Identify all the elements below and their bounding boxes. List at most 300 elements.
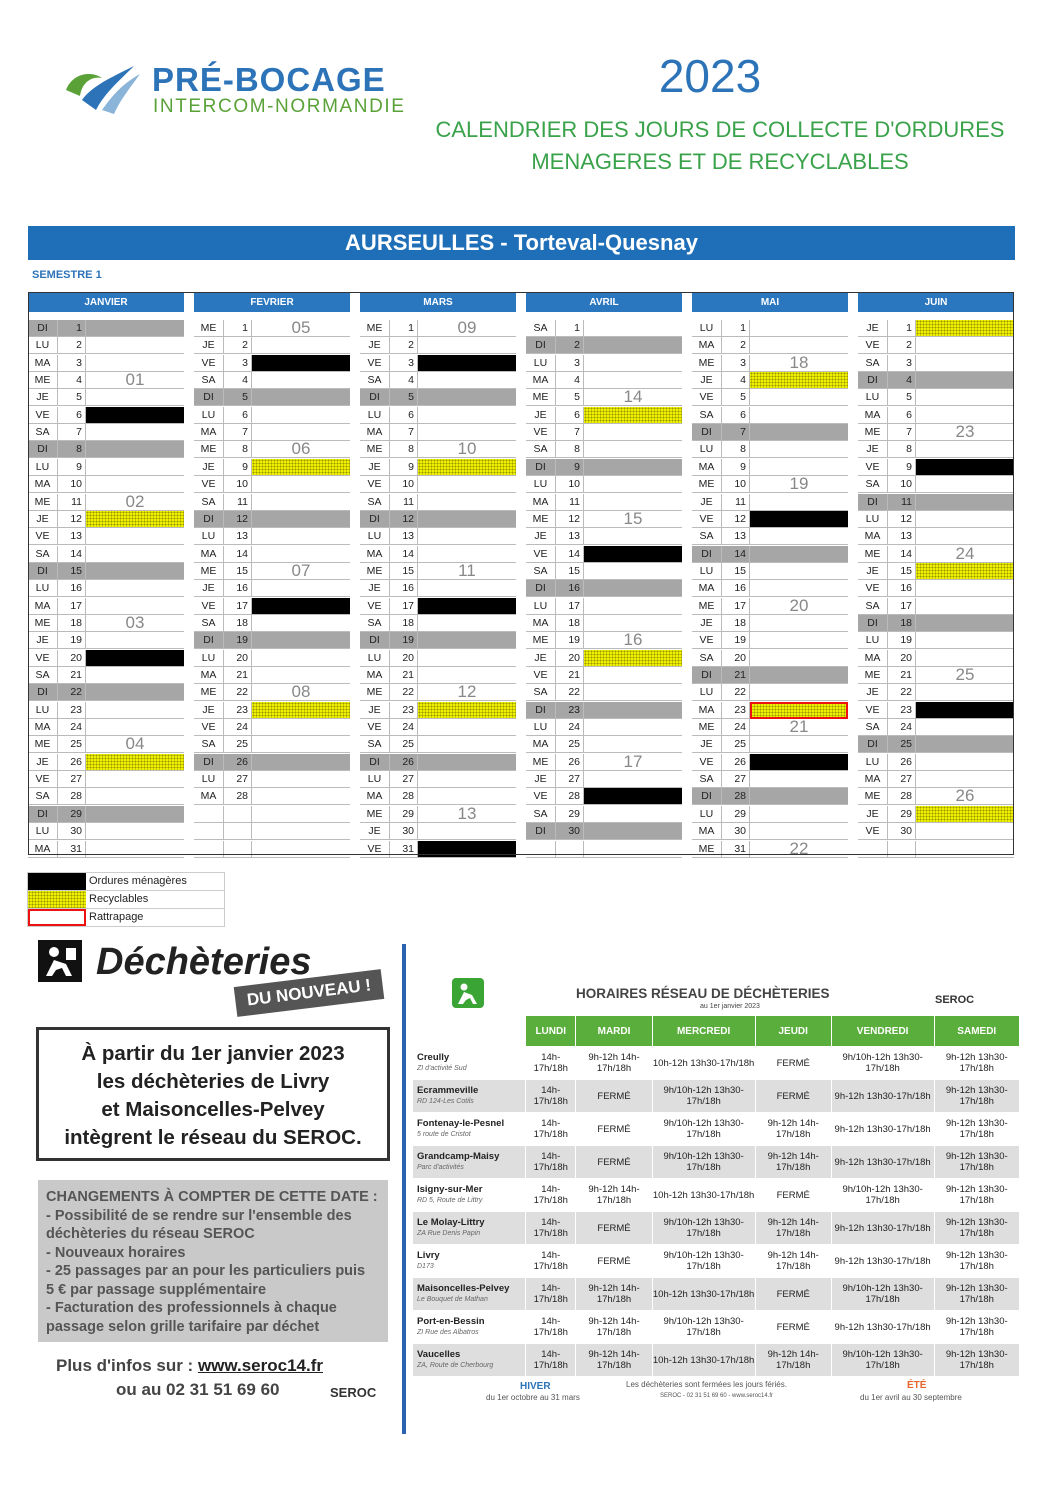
day-name: SA: [28, 667, 58, 684]
day-name: VE: [526, 788, 556, 805]
hours-cell: FERMÉ: [755, 1047, 831, 1080]
day-name: DI: [692, 424, 722, 441]
day-number: 2: [722, 337, 750, 354]
day-number: 11: [390, 494, 418, 511]
day-name: ME: [194, 563, 224, 580]
day-name: JE: [194, 580, 224, 597]
day-number: 5: [224, 389, 252, 406]
month-header: JUIN: [858, 293, 1014, 312]
day-number: 23: [390, 702, 418, 719]
divider-line: [402, 944, 406, 1434]
hours-cell: 10h-12h 13h30-17h/18h: [652, 1344, 755, 1377]
week-number: 13: [457, 803, 477, 823]
day-number: 7: [224, 424, 252, 441]
horaires-subtitle: au 1er janvier 2023: [700, 1003, 760, 1010]
day-name: SA: [526, 441, 556, 458]
day-name: SA: [28, 788, 58, 805]
hours-cell: 9h-12h 14h-17h/18h: [576, 1047, 652, 1080]
hours-cell: 9h-12h 14h-17h/18h: [576, 1179, 652, 1212]
day-number: 16: [722, 580, 750, 597]
week-number: 10: [457, 439, 477, 459]
week-number: 02: [125, 491, 145, 511]
week-number: 23: [955, 422, 975, 442]
day-name: MA: [194, 546, 224, 563]
day-number: 29: [390, 806, 418, 823]
day-name: MA: [194, 667, 224, 684]
day-name: JE: [360, 823, 390, 840]
day-number: 30: [390, 823, 418, 840]
day-name: VE: [526, 546, 556, 563]
day-number: 20: [390, 650, 418, 667]
day-name: SA: [858, 476, 888, 493]
site-address: ZI Rue des Albatros: [417, 1329, 479, 1336]
day-column-header: JEUDI: [755, 1016, 831, 1047]
day-name: SA: [360, 494, 390, 511]
day-name: VE: [692, 511, 722, 528]
day-name: LU: [360, 771, 390, 788]
day-number: 6: [888, 407, 916, 424]
day-name: MA: [858, 528, 888, 545]
legend-item-rattrapage: [27, 908, 225, 927]
week-number: 04: [125, 734, 145, 754]
day-name: SA: [526, 563, 556, 580]
site-cell: [413, 1344, 526, 1377]
day-name: ME: [194, 441, 224, 458]
hours-cell: 9h-12h 14h-17h/18h: [755, 1344, 831, 1377]
day-number: 27: [390, 771, 418, 788]
day-number: 11: [888, 494, 916, 511]
day-name: LU: [692, 320, 722, 337]
year-title: 2023: [658, 50, 762, 102]
day-number: 21: [58, 667, 86, 684]
day-name: VE: [194, 598, 224, 615]
week-number: 24: [955, 543, 975, 563]
day-number: 20: [224, 650, 252, 667]
day-name: DI: [28, 806, 58, 823]
site-cell: [413, 1278, 526, 1311]
day-name: ME: [194, 320, 224, 337]
day-name: ME: [692, 719, 722, 736]
day-name: DI: [692, 667, 722, 684]
week-number: 26: [955, 786, 975, 806]
hiver-label: HIVER: [520, 1381, 551, 1392]
site-name: Ecrammeville: [417, 1085, 479, 1096]
week-number: 14: [623, 387, 643, 407]
day-name: JE: [858, 320, 888, 337]
day-name: MA: [194, 424, 224, 441]
day-name: VE: [858, 337, 888, 354]
site-cell: [413, 1080, 526, 1113]
hours-cell: 14h-17h/18h: [526, 1311, 576, 1344]
day-number: 24: [556, 719, 584, 736]
month-header: MARS: [360, 293, 516, 312]
day-number: 24: [888, 719, 916, 736]
day-name: MA: [692, 337, 722, 354]
hours-cell: 10h-12h 13h30-17h/18h: [652, 1278, 755, 1311]
day-number: 16: [888, 580, 916, 597]
day-number: 8: [390, 441, 418, 458]
day-name: JE: [858, 441, 888, 458]
day-name: DI: [194, 754, 224, 771]
day-number: 14: [556, 546, 584, 563]
week-number: 03: [125, 612, 145, 632]
hours-cell: 9h-12h 13h30-17h/18h: [831, 1311, 934, 1344]
day-name: ME: [858, 424, 888, 441]
day-number: 19: [888, 632, 916, 649]
day-number: 3: [556, 355, 584, 372]
day-name: VE: [360, 598, 390, 615]
day-name: ME: [526, 754, 556, 771]
day-number: 25: [722, 736, 750, 753]
day-number: 12: [888, 511, 916, 528]
day-number: 12: [224, 511, 252, 528]
day-number: 21: [722, 667, 750, 684]
hours-cell: FERMÉ: [576, 1113, 652, 1146]
hours-cell: 9h/10h-12h 13h30-17h/18h: [831, 1278, 934, 1311]
day-number: 23: [888, 702, 916, 719]
day-name: SA: [858, 355, 888, 372]
day-name: DI: [858, 372, 888, 389]
day-name: VE: [360, 719, 390, 736]
day-number: 26: [224, 754, 252, 771]
hours-cell: FERMÉ: [755, 1179, 831, 1212]
day-number: 11: [224, 494, 252, 511]
day-name: ME: [360, 441, 390, 458]
week-number: 18: [789, 352, 809, 372]
day-name: VE: [360, 476, 390, 493]
seroc-logo: SEROC: [330, 1385, 377, 1400]
changes-line: - Facturation des professionnels à chaque: [46, 1300, 337, 1316]
day-number: 13: [58, 528, 86, 545]
day-name: MA: [194, 788, 224, 805]
day-number: 18: [722, 615, 750, 632]
ete-dates: du 1er avril au 30 septembre: [860, 1393, 962, 1402]
day-name: MA: [526, 736, 556, 753]
day-name: VE: [858, 580, 888, 597]
day-number: 11: [722, 494, 750, 511]
day-number: 3: [390, 355, 418, 372]
day-name: JE: [194, 702, 224, 719]
day-name: VE: [692, 754, 722, 771]
day-name: ME: [526, 389, 556, 406]
day-name: MA: [858, 407, 888, 424]
hours-cell: 9h-12h 13h30-17h/18h: [934, 1146, 1019, 1179]
day-number: 11: [556, 494, 584, 511]
day-number: 27: [722, 771, 750, 788]
day-name: LU: [28, 702, 58, 719]
site-name: Creully: [417, 1052, 450, 1063]
horaires-title: HORAIRES RÉSEAU DE DÉCHÈTERIES: [576, 986, 830, 1001]
day-number: 27: [224, 771, 252, 788]
hours-cell: FERMÉ: [755, 1080, 831, 1113]
announcement-box: [36, 1027, 390, 1161]
day-number: 24: [722, 719, 750, 736]
hours-cell: 9h/10h-12h 13h30-17h/18h: [652, 1080, 755, 1113]
day-number: 22: [888, 684, 916, 701]
day-name: SA: [360, 615, 390, 632]
day-name: VE: [692, 389, 722, 406]
day-name: LU: [858, 511, 888, 528]
day-name: VE: [858, 823, 888, 840]
day-name: DI: [28, 320, 58, 337]
announcement-line-3: et Maisoncelles-Pelvey: [101, 1098, 325, 1121]
day-name: JE: [692, 372, 722, 389]
day-name: JE: [526, 771, 556, 788]
more-info-link[interactable]: www.seroc14.fr: [197, 1356, 323, 1375]
hours-cell: FERMÉ: [576, 1245, 652, 1278]
day-number: 23: [556, 702, 584, 719]
day-name: ME: [858, 667, 888, 684]
week-number: 12: [457, 682, 477, 702]
day-number: 19: [58, 632, 86, 649]
day-number: 22: [390, 684, 418, 701]
week-number: 06: [291, 439, 311, 459]
day-number: 3: [58, 355, 86, 372]
day-number: 18: [58, 615, 86, 632]
hours-cell: 9h/10h-12h 13h30-17h/18h: [652, 1311, 755, 1344]
day-number: 5: [888, 389, 916, 406]
day-name: JE: [28, 389, 58, 406]
hours-cell: 9h-12h 13h30-17h/18h: [934, 1179, 1019, 1212]
day-name: ME: [360, 563, 390, 580]
day-name: MA: [28, 355, 58, 372]
announcement-line-4: intègrent le réseau du SEROC.: [64, 1126, 362, 1149]
contact-line: SEROC - 02 31 51 69 60 - www.seroc14.fr: [660, 1393, 774, 1399]
day-number: 28: [888, 788, 916, 805]
day-number: 16: [556, 580, 584, 597]
day-number: 6: [722, 407, 750, 424]
day-number: 28: [58, 788, 86, 805]
day-number: 7: [390, 424, 418, 441]
day-number: 8: [722, 441, 750, 458]
day-number: 12: [556, 511, 584, 528]
day-name: SA: [360, 736, 390, 753]
day-name: JE: [526, 650, 556, 667]
day-name: JE: [360, 337, 390, 354]
more-info-label: Plus d'infos sur :: [56, 1356, 198, 1375]
day-name: ME: [692, 598, 722, 615]
day-number: 17: [722, 598, 750, 615]
day-name: LU: [858, 389, 888, 406]
week-number: 07: [291, 560, 311, 580]
day-name: DI: [858, 494, 888, 511]
day-number: 30: [556, 823, 584, 840]
week-number: 19: [789, 474, 809, 494]
day-number: 22: [58, 684, 86, 701]
hours-cell: 10h-12h 13h30-17h/18h: [652, 1047, 755, 1080]
site-cell: [413, 1047, 526, 1080]
day-name: JE: [28, 632, 58, 649]
hours-cell: 14h-17h/18h: [526, 1113, 576, 1146]
day-number: 16: [58, 580, 86, 597]
day-name: LU: [360, 407, 390, 424]
day-name: VE: [28, 407, 58, 424]
day-name: DI: [858, 615, 888, 632]
table-row: [413, 1212, 1020, 1245]
day-number: 30: [58, 823, 86, 840]
table-corner: [413, 1016, 526, 1047]
day-number: 1: [556, 320, 584, 337]
hours-cell: 14h-17h/18h: [526, 1212, 576, 1245]
hours-cell: FERMÉ: [576, 1146, 652, 1179]
day-name: SA: [194, 372, 224, 389]
day-column-header: LUNDI: [526, 1016, 576, 1047]
hours-cell: 14h-17h/18h: [526, 1080, 576, 1113]
day-number: 21: [556, 667, 584, 684]
day-number: 30: [888, 823, 916, 840]
day-number: 31: [390, 841, 418, 858]
day-number: 3: [722, 355, 750, 372]
day-name: VE: [28, 650, 58, 667]
day-number: 24: [224, 719, 252, 736]
week-number: 01: [125, 370, 145, 390]
hours-cell: 9h/10h-12h 13h30-17h/18h: [831, 1047, 934, 1080]
day-name: LU: [858, 754, 888, 771]
site-address: Le Bouquet de Mathan: [417, 1296, 488, 1303]
day-name: ME: [28, 736, 58, 753]
hours-cell: 9h-12h 14h-17h/18h: [576, 1311, 652, 1344]
day-number: 4: [722, 372, 750, 389]
day-number: 22: [556, 684, 584, 701]
site-address: ZI d'activité Sud: [417, 1065, 467, 1072]
day-name: DI: [194, 389, 224, 406]
day-name: SA: [692, 771, 722, 788]
month-header: FEVRIER: [194, 293, 350, 312]
hours-cell: 9h-12h 14h-17h/18h: [755, 1245, 831, 1278]
day-number: 17: [556, 598, 584, 615]
changes-line: passage selon grille tarifaire par déchet: [46, 1318, 320, 1335]
day-name: ME: [360, 806, 390, 823]
day-name: LU: [526, 476, 556, 493]
changes-line: 5 € par passage supplémentaire: [46, 1281, 267, 1298]
hours-cell: 9h-12h 14h-17h/18h: [576, 1344, 652, 1377]
week-number: 25: [955, 665, 975, 684]
legend-item-om: [27, 872, 225, 890]
nouveau-badge: DU NOUVEAU !: [234, 969, 385, 1017]
day-number: 2: [888, 337, 916, 354]
table-row: [413, 1146, 1020, 1179]
hours-cell: 9h-12h 13h30-17h/18h: [831, 1245, 934, 1278]
decheteries-title: Déchèteries: [96, 941, 312, 983]
logo-subtitle: INTERCOM-NORMANDIE: [153, 96, 406, 117]
site-address: ZA, Route de Cherbourg: [417, 1362, 494, 1369]
hours-cell: 9h-12h 13h30-17h/18h: [934, 1212, 1019, 1245]
more-info: [56, 1356, 323, 1376]
legend: [27, 872, 225, 927]
day-number: 6: [390, 407, 418, 424]
day-name: SA: [858, 719, 888, 736]
day-number: 19: [390, 632, 418, 649]
day-name: LU: [28, 823, 58, 840]
day-name: LU: [858, 632, 888, 649]
hours-cell: FERMÉ: [755, 1311, 831, 1344]
day-number: 21: [390, 667, 418, 684]
day-name: DI: [526, 580, 556, 597]
day-number: 15: [390, 563, 418, 580]
day-number: 28: [556, 788, 584, 805]
day-number: 17: [58, 598, 86, 615]
hours-cell: 9h/10h-12h 13h30-17h/18h: [652, 1146, 755, 1179]
hours-cell: 9h-12h 13h30-17h/18h: [934, 1047, 1019, 1080]
day-name: ME: [526, 632, 556, 649]
day-name: DI: [526, 702, 556, 719]
day-number: 20: [888, 650, 916, 667]
day-name: LU: [692, 684, 722, 701]
day-number: 6: [224, 407, 252, 424]
day-number: 14: [224, 546, 252, 563]
site-cell: [413, 1311, 526, 1344]
day-number: 27: [556, 771, 584, 788]
day-number: 1: [390, 320, 418, 337]
day-number: 3: [224, 355, 252, 372]
hours-cell: 9h-12h 14h-17h/18h: [755, 1212, 831, 1245]
day-name: LU: [692, 563, 722, 580]
day-name: ME: [858, 546, 888, 563]
announcement-line-1: À partir du 1er janvier 2023: [81, 1042, 345, 1065]
day-name: SA: [194, 494, 224, 511]
hours-cell: 9h-12h 13h30-17h/18h: [831, 1080, 934, 1113]
hours-cell: 9h-12h 13h30-17h/18h: [934, 1278, 1019, 1311]
day-number: 2: [224, 337, 252, 354]
day-number: 12: [58, 511, 86, 528]
week-number: 05: [291, 318, 311, 337]
day-name: MA: [28, 841, 58, 858]
changes-line: déchèteries du réseau SEROC: [46, 1226, 255, 1242]
day-name: MA: [526, 494, 556, 511]
day-number: 27: [888, 771, 916, 788]
hours-cell: 9h/10h-12h 13h30-17h/18h: [831, 1179, 934, 1212]
day-name: MA: [360, 667, 390, 684]
day-name: LU: [194, 650, 224, 667]
changes-line: - Nouveaux horaires: [46, 1244, 186, 1261]
day-number: 1: [722, 320, 750, 337]
day-name: VE: [28, 528, 58, 545]
day-number: 4: [224, 372, 252, 389]
day-number: 26: [888, 754, 916, 771]
day-number: 18: [224, 615, 252, 632]
day-name: SA: [28, 424, 58, 441]
day-number: 26: [556, 754, 584, 771]
day-name: VE: [28, 771, 58, 788]
week-number: 22: [789, 838, 809, 858]
day-number: 26: [722, 754, 750, 771]
day-number: 10: [888, 476, 916, 493]
changes-box: [38, 1180, 388, 1342]
day-number: 1: [888, 320, 916, 337]
day-name: JE: [692, 494, 722, 511]
hours-cell: 14h-17h/18h: [526, 1047, 576, 1080]
day-number: 7: [58, 424, 86, 441]
day-number: 21: [224, 667, 252, 684]
day-number: 14: [888, 546, 916, 563]
day-number: 13: [888, 528, 916, 545]
day-name: VE: [360, 841, 390, 858]
day-name: ME: [360, 684, 390, 701]
day-number: 22: [224, 684, 252, 701]
legend-label-om: Ordures ménagères: [89, 875, 187, 887]
day-number: 9: [722, 459, 750, 476]
seroc-logo: SEROC: [935, 994, 975, 1006]
changes-line: - 25 passages par an pour les particuliers puis: [46, 1263, 366, 1279]
day-number: 19: [722, 632, 750, 649]
hours-cell: 9h-12h 13h30-17h/18h: [934, 1245, 1019, 1278]
day-number: 16: [390, 580, 418, 597]
day-name: DI: [28, 684, 58, 701]
pre-bocage-logo-icon: [62, 60, 142, 116]
day-name: MA: [858, 771, 888, 788]
site-name: Fontenay-le-Pesnel: [417, 1118, 505, 1129]
day-number: 9: [58, 459, 86, 476]
